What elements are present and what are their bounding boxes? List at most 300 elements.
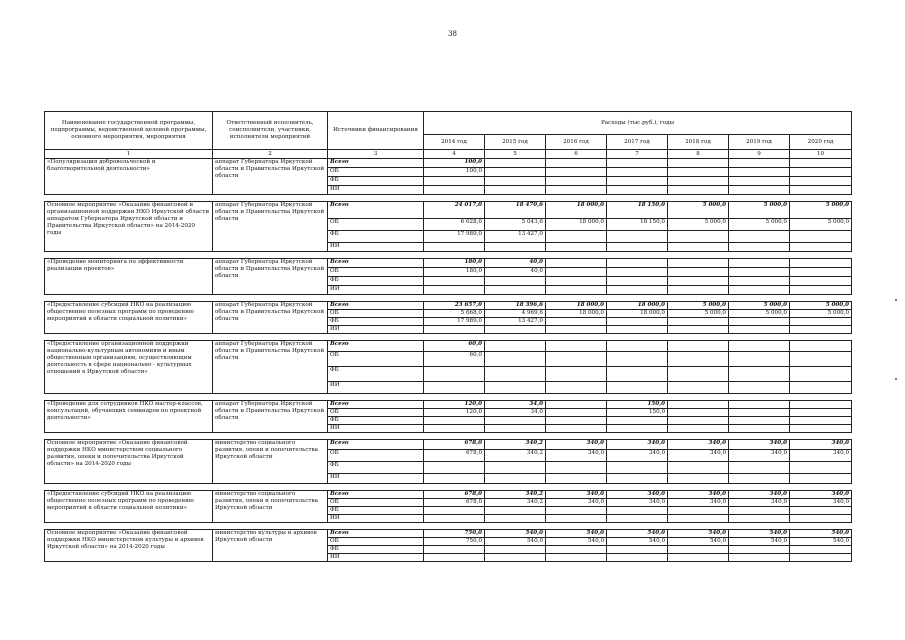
expense-value: 18 396,6 xyxy=(485,302,546,310)
expense-value: 340,2 xyxy=(485,499,546,507)
expense-value: 340,0 xyxy=(729,450,790,462)
funding-source: Всего xyxy=(328,491,424,499)
expense-value xyxy=(424,277,485,286)
expense-value xyxy=(546,554,607,562)
expense-value xyxy=(790,243,852,252)
expense-value: 540,0 xyxy=(607,530,668,538)
column-number: 9 xyxy=(729,150,790,159)
expense-value: 5 000,0 xyxy=(668,310,729,318)
expense-value xyxy=(729,177,790,186)
expense-value xyxy=(790,177,852,186)
expense-value xyxy=(546,318,607,326)
funding-source: ОБ xyxy=(328,219,424,231)
header-sources: Источники финансирования xyxy=(328,112,424,150)
expense-value: 540,0 xyxy=(729,538,790,546)
expense-value xyxy=(546,286,607,295)
funding-source: ИИ xyxy=(328,474,424,484)
expense-value xyxy=(424,425,485,433)
expense-value: 540,0 xyxy=(729,530,790,538)
expense-value: 340,0 xyxy=(546,491,607,499)
expense-value: 120,0 xyxy=(424,401,485,409)
expense-value xyxy=(668,268,729,277)
expense-value xyxy=(668,177,729,186)
year-header: 2014 год xyxy=(424,135,485,150)
expense-value: 40,0 xyxy=(485,268,546,277)
activity-name: Основное мероприятие «Оказание финансовой и организационной поддержки НКО Иркутской области аппаратом Губернатора Иркутской области и Правительства Иркутской области» на 2014-2020 годы xyxy=(45,202,213,252)
expense-value xyxy=(546,168,607,177)
expense-value xyxy=(668,417,729,425)
funding-source: ОБ xyxy=(328,409,424,417)
expense-value xyxy=(729,277,790,286)
expense-value xyxy=(790,286,852,295)
expense-value: 17 989,0 xyxy=(424,231,485,243)
header-expenditures: Расходы (тыс.руб.), годы xyxy=(424,112,852,135)
expense-value: 34,0 xyxy=(485,401,546,409)
expense-value xyxy=(424,186,485,195)
scan-speck xyxy=(895,299,897,301)
funding-source: ФБ xyxy=(328,231,424,243)
responsible-executor: аппарат Губернатора Иркутской области и Правительства Иркутской области xyxy=(213,202,328,252)
column-number: 1 xyxy=(45,150,213,159)
expense-value: 13 427,0 xyxy=(485,318,546,326)
expense-value xyxy=(424,286,485,295)
row-gap xyxy=(45,394,852,401)
year-header: 2015 год xyxy=(485,135,546,150)
expense-value xyxy=(607,286,668,295)
expense-value xyxy=(790,318,852,326)
responsible-executor: министерство культуры и архивов Иркутской области xyxy=(213,530,328,562)
funding-source: ФБ xyxy=(328,177,424,186)
expense-value xyxy=(790,401,852,409)
table-row xyxy=(45,440,852,450)
table-row xyxy=(45,302,852,310)
table-row xyxy=(45,401,852,409)
funding-source: ОБ xyxy=(328,268,424,277)
expense-value: 5 000,0 xyxy=(790,302,852,310)
page-number: 38 xyxy=(448,30,457,38)
expense-value: 5 000,0 xyxy=(668,202,729,219)
funding-source: ОБ xyxy=(328,352,424,367)
funding-source: ФБ xyxy=(328,277,424,286)
expense-value: 540,0 xyxy=(546,530,607,538)
row-gap-cell xyxy=(45,295,852,302)
expense-value xyxy=(485,286,546,295)
expense-value xyxy=(790,474,852,484)
expense-value xyxy=(790,417,852,425)
column-number-row xyxy=(45,150,852,159)
column-number: 2 xyxy=(213,150,328,159)
expense-value xyxy=(485,159,546,168)
expense-value: 18 000,0 xyxy=(607,310,668,318)
expense-value: 340,2 xyxy=(485,440,546,450)
expense-value xyxy=(668,507,729,515)
expense-value: 340,0 xyxy=(790,499,852,507)
expense-value xyxy=(790,515,852,523)
table-row xyxy=(45,530,852,538)
expense-value: 540,0 xyxy=(790,538,852,546)
expense-value xyxy=(790,341,852,352)
expense-value xyxy=(729,554,790,562)
expense-value xyxy=(729,159,790,168)
expense-value: 5 668,0 xyxy=(424,310,485,318)
expense-value xyxy=(607,341,668,352)
expense-value xyxy=(424,554,485,562)
expense-value xyxy=(668,425,729,433)
expense-value xyxy=(729,474,790,484)
expense-value xyxy=(607,259,668,268)
expense-value xyxy=(790,367,852,382)
row-gap xyxy=(45,252,852,259)
expense-value xyxy=(607,352,668,367)
expense-value xyxy=(729,367,790,382)
expense-value xyxy=(668,382,729,394)
expense-value xyxy=(607,382,668,394)
expense-value xyxy=(668,326,729,334)
expense-value xyxy=(546,462,607,474)
table-header xyxy=(45,112,852,159)
expense-value: 18 000,0 xyxy=(546,302,607,310)
funding-source: ОБ xyxy=(328,168,424,177)
year-header: 2019 год xyxy=(729,135,790,150)
expense-value xyxy=(790,277,852,286)
expense-value: 340,0 xyxy=(546,440,607,450)
expense-value xyxy=(668,546,729,554)
expense-value xyxy=(790,231,852,243)
funding-source: Всего xyxy=(328,530,424,538)
expense-value xyxy=(546,474,607,484)
expense-value: 5 043,6 xyxy=(485,219,546,231)
expense-value xyxy=(790,546,852,554)
expense-value xyxy=(546,546,607,554)
year-header: 2018 год xyxy=(668,135,729,150)
activity-name: «Проведение для сотрудников НКО мастер-классов, консультаций, обучающих семинаров по проектной деятельности» xyxy=(45,401,213,433)
expense-value xyxy=(485,474,546,484)
expense-value xyxy=(546,367,607,382)
expense-value xyxy=(607,243,668,252)
expense-value xyxy=(607,168,668,177)
expense-value xyxy=(729,382,790,394)
expense-value xyxy=(668,318,729,326)
expense-value xyxy=(729,462,790,474)
expense-value: 340,0 xyxy=(729,499,790,507)
column-number: 6 xyxy=(546,150,607,159)
expense-value xyxy=(729,186,790,195)
expense-value xyxy=(668,286,729,295)
expense-value: 5 000,0 xyxy=(790,310,852,318)
expense-value xyxy=(607,425,668,433)
expense-value xyxy=(424,462,485,474)
expense-value xyxy=(485,462,546,474)
responsible-executor: министерство социального развития, опеки и попечительства Иркутской области xyxy=(213,440,328,484)
row-gap xyxy=(45,295,852,302)
funding-source: ФБ xyxy=(328,318,424,326)
expense-value xyxy=(790,554,852,562)
expense-value xyxy=(546,177,607,186)
responsible-executor: аппарат Губернатора Иркутской области и Правительства Иркутской области xyxy=(213,159,328,195)
expense-value xyxy=(790,159,852,168)
column-number: 3 xyxy=(328,150,424,159)
expense-value xyxy=(729,243,790,252)
expense-value xyxy=(546,401,607,409)
table-row xyxy=(45,341,852,352)
expense-value: 340,0 xyxy=(668,440,729,450)
expense-value: 678,0 xyxy=(424,440,485,450)
expense-value: 540,0 xyxy=(668,530,729,538)
row-gap-cell xyxy=(45,334,852,341)
expense-value xyxy=(424,367,485,382)
expense-value: 340,0 xyxy=(607,450,668,462)
row-gap xyxy=(45,433,852,440)
expense-value xyxy=(546,231,607,243)
activity-name: Основное мероприятие «Оказание финансовой поддержки НКО министерством культуры и архивов Иркутской области» на 2014-2020 годы xyxy=(45,530,213,562)
expense-value xyxy=(546,186,607,195)
funding-source: ИИ xyxy=(328,243,424,252)
expense-value xyxy=(729,168,790,177)
expense-value xyxy=(607,231,668,243)
expense-value: 180,0 xyxy=(424,268,485,277)
expense-value: 18 000,0 xyxy=(546,310,607,318)
expense-value: 340,0 xyxy=(668,450,729,462)
expense-value xyxy=(668,515,729,523)
responsible-executor: министерство социального развития, опеки и попечительства Иркутской области xyxy=(213,491,328,523)
expense-value xyxy=(668,352,729,367)
expense-value xyxy=(790,268,852,277)
expense-value xyxy=(790,168,852,177)
expense-value: 23 657,0 xyxy=(424,302,485,310)
expense-value xyxy=(668,186,729,195)
expense-value: 34,0 xyxy=(485,409,546,417)
expense-value xyxy=(607,326,668,334)
table-row xyxy=(45,159,852,168)
expense-value xyxy=(607,546,668,554)
expense-value xyxy=(424,417,485,425)
row-gap-cell xyxy=(45,195,852,202)
activity-name: «Популяризация добровольческой и благотворительной деятельности» xyxy=(45,159,213,195)
expense-value xyxy=(485,186,546,195)
expense-value xyxy=(546,159,607,168)
expense-value xyxy=(424,474,485,484)
column-number: 5 xyxy=(485,150,546,159)
row-gap xyxy=(45,523,852,530)
expense-value: 340,0 xyxy=(729,491,790,499)
year-header: 2020 год xyxy=(790,135,852,150)
funding-source: ФБ xyxy=(328,417,424,425)
expense-value xyxy=(546,507,607,515)
expense-value xyxy=(607,417,668,425)
expense-value: 340,2 xyxy=(485,491,546,499)
row-gap xyxy=(45,334,852,341)
expense-value: 4 969,6 xyxy=(485,310,546,318)
expense-value: 18 000,0 xyxy=(607,302,668,310)
expense-value: 678,0 xyxy=(424,450,485,462)
row-gap-cell xyxy=(45,484,852,491)
expense-value xyxy=(668,159,729,168)
expense-value: 540,0 xyxy=(790,530,852,538)
expense-value xyxy=(729,341,790,352)
funding-source: ОБ xyxy=(328,450,424,462)
header-responsible: Ответственный исполнитель, соисполнители, участники, исполнители мероприятий xyxy=(213,112,328,150)
funding-source: ОБ xyxy=(328,538,424,546)
row-gap-cell xyxy=(45,394,852,401)
expense-value xyxy=(729,318,790,326)
expense-value xyxy=(729,425,790,433)
expense-value: 540,0 xyxy=(546,538,607,546)
expense-value xyxy=(485,243,546,252)
expense-value xyxy=(546,341,607,352)
expense-value xyxy=(485,507,546,515)
expense-value: 678,0 xyxy=(424,491,485,499)
header-name: Наименование государственной программы, подпрограммы, ведомственной целевой программы, основного мероприятия, мероприятия xyxy=(45,112,213,150)
expense-value: 340,0 xyxy=(607,440,668,450)
expense-value xyxy=(485,515,546,523)
expense-value xyxy=(485,425,546,433)
expense-value xyxy=(424,546,485,554)
expense-value: 340,2 xyxy=(485,450,546,462)
expense-value xyxy=(668,231,729,243)
expense-value xyxy=(546,409,607,417)
expense-value: 340,0 xyxy=(668,491,729,499)
funding-source: ИИ xyxy=(328,326,424,334)
table-row xyxy=(45,202,852,219)
expense-value: 5 000,0 xyxy=(790,219,852,231)
expense-value xyxy=(668,401,729,409)
funding-source: ИИ xyxy=(328,425,424,433)
column-number: 8 xyxy=(668,150,729,159)
expense-value: 540,0 xyxy=(485,538,546,546)
funding-source: Всего xyxy=(328,259,424,268)
expense-value: 6 028,0 xyxy=(424,219,485,231)
expense-value: 24 017,0 xyxy=(424,202,485,219)
expense-value xyxy=(668,462,729,474)
expense-value xyxy=(790,382,852,394)
expense-value xyxy=(424,382,485,394)
column-number: 7 xyxy=(607,150,668,159)
row-gap xyxy=(45,195,852,202)
expense-value xyxy=(668,554,729,562)
expense-value xyxy=(546,268,607,277)
expense-value: 340,0 xyxy=(607,499,668,507)
expense-value xyxy=(668,367,729,382)
expense-value: 5 000,0 xyxy=(729,219,790,231)
expense-value xyxy=(607,186,668,195)
expense-value xyxy=(546,259,607,268)
expense-value xyxy=(485,554,546,562)
expense-value: 100,0 xyxy=(424,159,485,168)
row-gap-cell xyxy=(45,523,852,530)
expense-value xyxy=(668,277,729,286)
expense-value xyxy=(546,425,607,433)
funding-source: ФБ xyxy=(328,367,424,382)
funding-source: Всего xyxy=(328,401,424,409)
funding-source: Всего xyxy=(328,302,424,310)
expense-value xyxy=(424,177,485,186)
row-gap xyxy=(45,484,852,491)
funding-source: Всего xyxy=(328,202,424,219)
funding-source: ИИ xyxy=(328,286,424,295)
expense-value xyxy=(790,425,852,433)
year-header: 2017 год xyxy=(607,135,668,150)
expense-value xyxy=(485,341,546,352)
expense-value xyxy=(546,515,607,523)
expense-value: 340,0 xyxy=(790,491,852,499)
expense-value xyxy=(485,417,546,425)
funding-source: Всего xyxy=(328,440,424,450)
expense-value: 340,0 xyxy=(729,440,790,450)
responsible-executor: аппарат Губернатора Иркутской области и Правительства Иркутской области xyxy=(213,341,328,394)
table-row xyxy=(45,491,852,499)
expense-value xyxy=(546,352,607,367)
expense-value: 18 150,0 xyxy=(607,219,668,231)
expense-value xyxy=(668,341,729,352)
column-number: 4 xyxy=(424,150,485,159)
expense-value xyxy=(790,507,852,515)
expense-value xyxy=(668,409,729,417)
expense-value xyxy=(485,277,546,286)
expense-value: 17 989,0 xyxy=(424,318,485,326)
expense-value xyxy=(790,186,852,195)
expense-value: 18 470,6 xyxy=(485,202,546,219)
expense-value xyxy=(790,462,852,474)
activity-name: «Проведение мониторинга по эффективности реализации проектов» xyxy=(45,259,213,295)
expense-value xyxy=(485,326,546,334)
row-gap-cell xyxy=(45,433,852,440)
funding-source: Всего xyxy=(328,159,424,168)
expense-value: 100,0 xyxy=(424,168,485,177)
expense-value: 340,0 xyxy=(546,499,607,507)
activity-name: «Предоставление организационной поддержки национально-культурным автономиям и иным общественным организациям, осуществляющим деятельность в сфере национально - культурных отношений в Иркутской области» xyxy=(45,341,213,394)
expense-value xyxy=(729,326,790,334)
activity-name: «Предоставление субсидий НКО на реализацию общественно полезных программ по проведению мероприятий в области социальной политики» xyxy=(45,491,213,523)
funding-source: ФБ xyxy=(328,507,424,515)
responsible-executor: аппарат Губернатора Иркутской области и Правительства Иркутской области xyxy=(213,302,328,334)
expense-value: 340,0 xyxy=(546,450,607,462)
expense-value xyxy=(729,286,790,295)
expense-value xyxy=(424,507,485,515)
expense-value xyxy=(485,546,546,554)
expenditure-table xyxy=(44,111,852,562)
expense-value xyxy=(546,277,607,286)
funding-source: ИИ xyxy=(328,382,424,394)
expense-value xyxy=(424,326,485,334)
expense-value xyxy=(485,367,546,382)
expense-value xyxy=(485,382,546,394)
expense-value: 340,0 xyxy=(668,499,729,507)
table-row xyxy=(45,259,852,268)
expense-value xyxy=(485,352,546,367)
expense-value xyxy=(607,268,668,277)
funding-source: Всего xyxy=(328,341,424,352)
responsible-executor: аппарат Губернатора Иркутской области и Правительства Иркутской области xyxy=(213,259,328,295)
expense-value xyxy=(607,159,668,168)
expense-value: 13 427,0 xyxy=(485,231,546,243)
expense-value xyxy=(729,507,790,515)
expense-value xyxy=(546,243,607,252)
activity-name: Основное мероприятие «Оказание финансовой поддержки НКО министерством социального развития, опеки и попечительства Иркутской области» на 2014-2020 годы xyxy=(45,440,213,484)
expense-value xyxy=(729,417,790,425)
expense-value: 750,0 xyxy=(424,530,485,538)
expense-value xyxy=(607,177,668,186)
expense-value xyxy=(729,231,790,243)
expense-value xyxy=(729,259,790,268)
expense-value: 540,0 xyxy=(485,530,546,538)
funding-source: ОБ xyxy=(328,310,424,318)
expense-value: 150,0 xyxy=(607,401,668,409)
expense-value: 540,0 xyxy=(607,538,668,546)
expense-value: 340,0 xyxy=(607,491,668,499)
expense-value: 60,0 xyxy=(424,352,485,367)
expense-value xyxy=(485,168,546,177)
expense-value xyxy=(729,401,790,409)
